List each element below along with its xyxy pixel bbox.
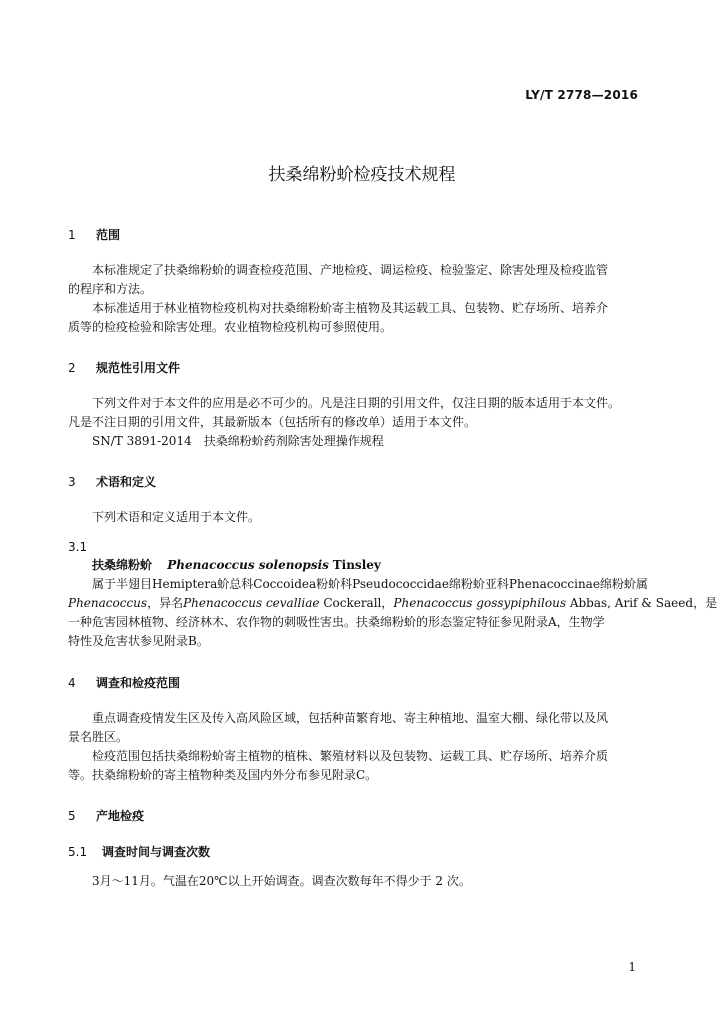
paragraph-line: 本标准适用于林业植物检疫机构对扶桑绵粉蚧寄主植物及其运载工具、包装物、贮存场所、培养介 bbox=[92, 301, 609, 315]
paragraph-line: 本标准规定了扶桑绵粉蚧的调查检疫范围、产地检疫、调运检疫、检验鉴定、除害处理及检疫监管 bbox=[92, 263, 609, 277]
section-number: 4 bbox=[68, 676, 76, 690]
section-5-heading bbox=[68, 807, 144, 824]
section-title: 规范性引用文件 bbox=[96, 361, 181, 375]
definition-line: 特性及危害状参见附录B。 bbox=[68, 634, 209, 648]
genus-name: Phenacoccus bbox=[68, 596, 148, 610]
section-4-heading bbox=[68, 674, 180, 691]
section-title: 产地检疫 bbox=[96, 809, 145, 823]
paragraph-line: 重点调查疫情发生区及传入高风险区域，包括种苗繁育地、寄主种植地、温室大棚、绿化带以及风 bbox=[92, 711, 609, 725]
term-definition bbox=[68, 556, 718, 651]
paragraph-line: 下列文件对于本文件的应用是必不可少的。凡是注日期的引用文件，仅注日期的版本适用于本文件。 bbox=[92, 396, 621, 410]
paragraph-line: 等。扶桑绵粉蚧的寄主植物种类及国内外分布参见附录C。 bbox=[68, 768, 378, 782]
section-number: 5.1 bbox=[68, 845, 88, 859]
section-number: 3.1 bbox=[68, 540, 88, 554]
term-chinese: 扶桑绵粉蚧 bbox=[92, 558, 153, 572]
paragraph-line: 检疫范围包括扶桑绵粉蚧寄主植物的植株、繁殖材料以及包装物、运载工具、贮存场所、培养介质 bbox=[92, 749, 609, 763]
normative-reference: SN/T 3891-2014 扶桑绵粉蚧药剂除害处理操作规程 bbox=[92, 434, 384, 448]
paragraph-line: 的程序和方法。 bbox=[68, 282, 153, 296]
paragraph-line: 景名胜区。 bbox=[68, 730, 129, 744]
section-2-heading bbox=[68, 359, 180, 376]
paragraph-line: 凡是不注日期的引用文件，其最新版本（包括所有的修改单）适用于本文件。 bbox=[68, 415, 477, 429]
synonym-name: Phenacoccus gossypiphilous bbox=[393, 596, 566, 610]
page-number: 1 bbox=[628, 960, 636, 974]
definition-line bbox=[68, 594, 718, 613]
section-3-body bbox=[68, 508, 638, 527]
text-span: ，异名 bbox=[147, 596, 184, 610]
definition-line: 属于半翅目Hemiptera蚧总科Coccoidea粉蚧科Pseudococcidae绵粉蚧亚科Phenacoccinae绵粉蚧属 bbox=[92, 577, 648, 591]
section-number: 3 bbox=[68, 475, 76, 489]
document-title: 扶桑绵粉蚧检疫技术规程 bbox=[268, 165, 456, 185]
text-span: Abbas, Arif & Saeed bbox=[569, 596, 694, 610]
section-5-1-heading bbox=[68, 843, 210, 860]
section-1-heading bbox=[68, 226, 120, 243]
section-title: 术语和定义 bbox=[96, 475, 157, 489]
text-span: Cockerall bbox=[323, 596, 382, 610]
term-line bbox=[68, 556, 638, 575]
section-3-1-heading bbox=[68, 540, 96, 554]
section-number: 2 bbox=[68, 361, 76, 375]
standard-code: LY/T 2778—2016 bbox=[525, 88, 638, 102]
synonym-name: Phenacoccus cevalliae bbox=[183, 596, 320, 610]
section-title: 调查和检疫范围 bbox=[96, 676, 181, 690]
section-title: 范围 bbox=[96, 228, 121, 242]
paragraph-line: 质等的检疫检验和除害处理。农业植物检疫机构可参照使用。 bbox=[68, 320, 393, 334]
section-title: 调查时间与调查次数 bbox=[102, 845, 211, 859]
section-5-1-body bbox=[68, 872, 638, 891]
paragraph-line: 3月～11月。气温在20℃以上开始调查。调查次数每年不得少于 2 次。 bbox=[92, 874, 471, 888]
paragraph-line: 下列术语和定义适用于本文件。 bbox=[92, 510, 261, 524]
section-4-body bbox=[68, 709, 638, 785]
section-number: 5 bbox=[68, 809, 76, 823]
section-1-body bbox=[68, 261, 638, 337]
section-2-body bbox=[68, 394, 638, 451]
section-3-heading bbox=[68, 473, 156, 490]
definition-line: 一种危害园林植物、经济林木、农作物的刺吸性害虫。扶桑绵粉蚧的形态鉴定特征参见附录A，生物学 bbox=[68, 615, 605, 629]
text-span: ， bbox=[381, 596, 394, 610]
text-span: ，是 bbox=[693, 596, 718, 610]
term-scientific-name: Phenacoccus solenopsis bbox=[167, 558, 329, 572]
section-number: 1 bbox=[68, 228, 76, 242]
term-author: Tinsley bbox=[332, 558, 381, 572]
